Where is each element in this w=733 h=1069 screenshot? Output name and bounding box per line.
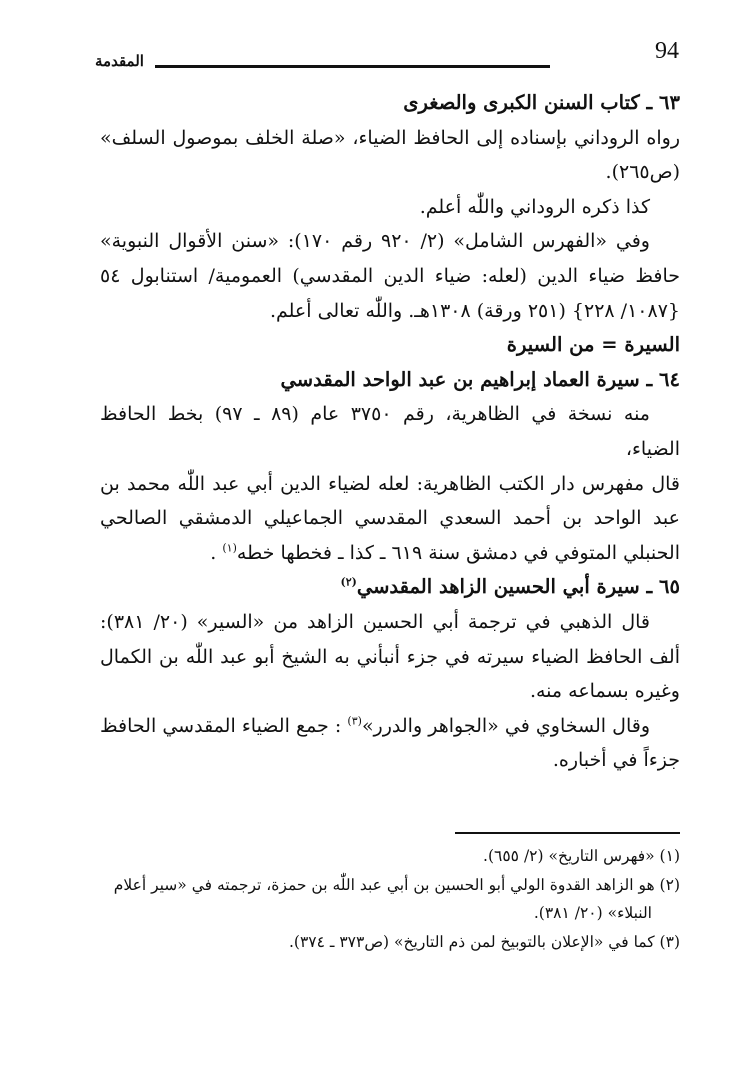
page-number: 94 — [655, 38, 679, 64]
item-63-heading: ٦٣ ـ كتاب السنن الكبرى والصغرى — [403, 91, 680, 114]
running-title: المقدمة — [95, 52, 144, 70]
item-65-paragraph-2-start: وقال السخاوي في «الجواهر والدرر» — [361, 714, 651, 737]
item-65-paragraph-1: قال الذهبي في ترجمة أبي الحسين الزاهد من «السير» (٢٠/ ٣٨١): ألف الحافظ الضياء سيرته في جزء أنبأني به الشيخ أبو عبد اللّٰه بن الكمال وغيره بسماعه منه. — [100, 610, 680, 703]
footnote-2-line-2: النبلاء» (٢٠/ ٣٨١). — [533, 904, 652, 922]
header-rule — [155, 65, 550, 68]
item-64-heading: ٦٤ ـ سيرة العماد إبراهيم بن عبد الواحد المقدسي — [280, 367, 680, 391]
page-header — [95, 38, 680, 74]
item-65-paragraph-2-end: : جمع الضياء المقدسي الحافظ جزءاً في أخباره. — [100, 714, 680, 772]
item-63-paragraph-1: رواه الروداني بإسناده إلى الحافظ الضياء، «صلة الخلف بموصول السلف» (ص٢٦٥). — [100, 126, 680, 184]
footnote-ref-2[interactable]: (٢) — [340, 575, 357, 589]
item-65-heading — [100, 570, 680, 605]
item-63-paragraph-2: كذا ذكره الروداني واللّٰه أعلم. — [419, 195, 650, 218]
page-body — [100, 86, 680, 778]
item-64-paragraph-2-end: . — [210, 541, 223, 564]
item-63-paragraph-3: وفي «الفهرس الشامل» (٢/ ٩٢٠ رقم ١٧٠): «سنن الأقوال النبوية» حافظ ضياء الدين (لعله: ضياء الدين المقدسي) العمومية/ استنابول ٥٤ {١٠٨٧/ ٢٢٨} (٢٥١ ورقة) ١٣٠٨هـ. واللّٰه تعالى أعلم. — [100, 230, 680, 322]
footnote-separator — [455, 832, 680, 834]
item-65-heading-text: ٦٥ ـ سيرة أبي الحسين الزاهد المقدسي — [356, 575, 680, 599]
section-heading: السيرة = من السيرة — [506, 333, 680, 357]
footnotes — [100, 842, 680, 956]
footnote-1: (١) «فهرس التاريخ» (٢/ ٦٥٥). — [483, 847, 680, 865]
footnote-3: (٣) كما في «الإعلان بالتوبيخ لمن ذم التاريخ» (ص٣٧٣ ـ ٣٧٤). — [288, 932, 680, 951]
footnote-ref-3[interactable]: (٣) — [347, 714, 362, 728]
footnote-ref-1[interactable]: (١) — [222, 541, 237, 555]
item-64-paragraph-1: منه نسخة في الظاهرية، رقم ٣٧٥٠ عام (٨٩ ـ ٩٧) بخط الحافظ الضياء، — [100, 403, 680, 460]
footnote-2-line-1: (٢) هو الزاهد القدوة الولي أبو الحسين بن أبي عبد اللّٰه بن حمزة، ترجمته في «سير أعلام — [113, 875, 680, 894]
item-64-paragraph-2 — [100, 467, 680, 571]
item-64-paragraph-2-text: قال مفهرس دار الكتب الظاهرية: لعله لضياء الدين أبي عبد اللّٰه محمد بن عبد الواحد بن أحمد السعدي المقدسي الجماعيلي الدمشقي الصالحي الحنبلي المتوفي في دمشق سنة ٦١٩ ـ كذا ـ فخطها خطه — [100, 472, 680, 564]
item-65-paragraph-2 — [100, 709, 680, 778]
